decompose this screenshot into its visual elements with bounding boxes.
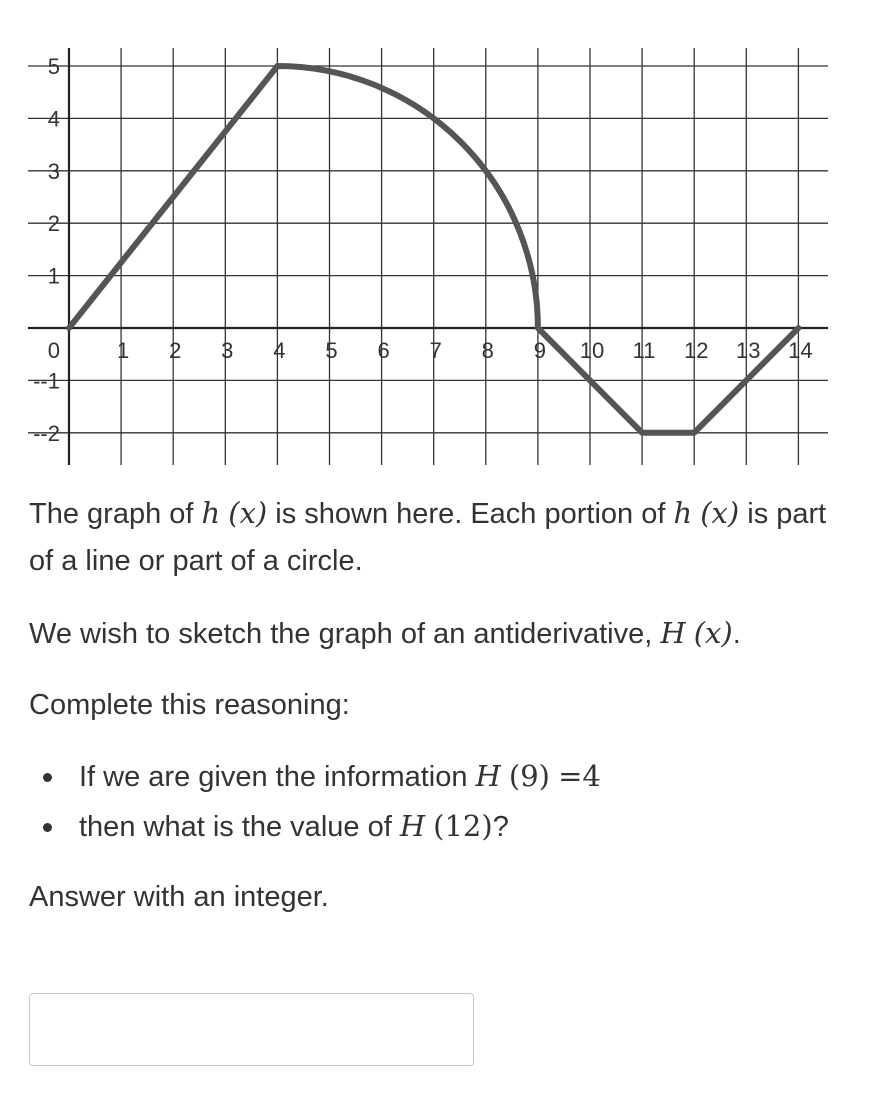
- p2-text-a: We wish to sketch the graph of an antiderivative,: [29, 618, 661, 650]
- answer-instruction: Answer with an integer.: [29, 881, 329, 913]
- p1-variable-x-2: (x): [700, 496, 740, 530]
- reasoning-list: [29, 752, 601, 852]
- x-tick-label-13: 13: [736, 338, 761, 363]
- p2-variable-x: (x): [693, 616, 733, 650]
- y-tick-label--1: --1: [33, 368, 60, 394]
- x-tick-label-2: 2: [169, 338, 182, 363]
- graph-h-of-x: [0, 0, 878, 470]
- x-tick-label-6: 6: [377, 338, 390, 363]
- x-tick-label-4: 4: [273, 338, 286, 363]
- b1-equals: =4: [558, 759, 601, 793]
- b1-function-H: H: [475, 759, 501, 793]
- y-tick-label-2: 2: [47, 211, 60, 237]
- y-tick-label-5: 5: [47, 54, 60, 79]
- origin-label: 0: [47, 338, 60, 363]
- x-tick-label-3: 3: [221, 338, 234, 363]
- p1-function-h-2: h: [673, 496, 693, 530]
- reasoning-prompt: Complete this reasoning:: [29, 689, 350, 721]
- y-tick-label-3: 3: [47, 158, 60, 184]
- x-tick-label-5: 5: [325, 338, 338, 363]
- b2-arg: (12): [433, 809, 493, 843]
- p1-text-b: is shown here. Each portion of: [267, 498, 674, 530]
- x-tick-label-8: 8: [481, 338, 494, 363]
- x-tick-label-12: 12: [683, 338, 709, 363]
- bullet-given-info: [29, 752, 601, 802]
- x-tick-label-1: 1: [116, 338, 130, 363]
- b2-question-mark: ?: [492, 811, 509, 843]
- antiderivative-statement: [29, 610, 849, 658]
- x-tick-label-9: 9: [533, 338, 547, 363]
- b2-function-H: H: [399, 809, 426, 843]
- y-tick-label--2: --2: [33, 420, 60, 446]
- x-tick-label-10: 10: [579, 338, 605, 363]
- p1-variable-x: (x): [228, 496, 268, 530]
- p2-function-H: H: [660, 616, 686, 650]
- y-tick-label-1: 1: [47, 263, 60, 289]
- x-tick-label-11: 11: [632, 338, 656, 363]
- answer-input[interactable]: [29, 993, 474, 1066]
- p2-text-b: .: [732, 618, 741, 650]
- p1-function-h: h: [201, 496, 221, 530]
- p1-text-a: The graph of: [29, 498, 202, 530]
- x-tick-label-14: 14: [788, 338, 813, 363]
- x-tick-label-7: 7: [429, 338, 442, 363]
- b2-text: then what is the value of: [79, 811, 400, 843]
- bullet-question: [29, 802, 601, 852]
- y-tick-label-4: 4: [47, 106, 60, 132]
- b1-arg: (9): [508, 759, 550, 793]
- p1-text-c: is part of a line or part of a circle.: [29, 498, 827, 577]
- graph-description: [29, 490, 849, 585]
- b1-text: If we are given the information: [79, 761, 476, 793]
